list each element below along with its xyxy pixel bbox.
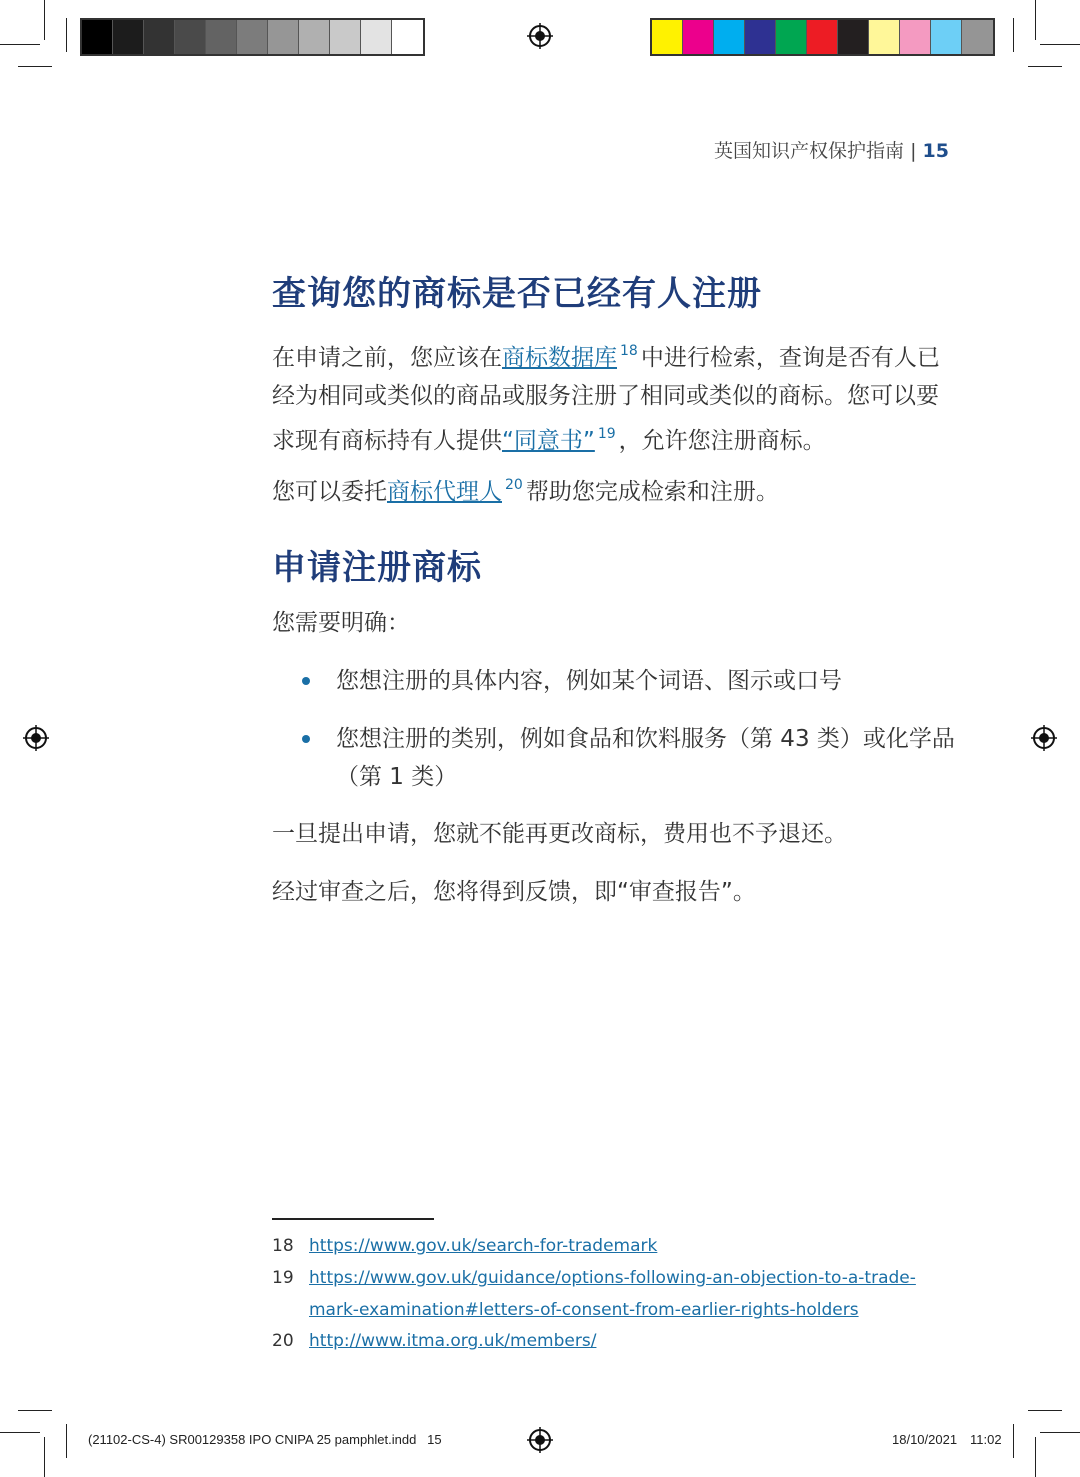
footnote-19-cont <box>272 1300 859 1320</box>
color-swatch <box>113 20 144 54</box>
link-consent-letter[interactable]: “同意书” <box>502 428 595 454</box>
slug-time: 11:02 <box>970 1432 1002 1447</box>
running-head-separator: | <box>910 140 917 162</box>
color-swatch <box>962 20 993 54</box>
color-swatch <box>745 20 776 54</box>
registration-mark-icon <box>1031 725 1057 751</box>
text: 帮助您完成检索和注册。 <box>525 479 779 505</box>
section-heading-apply: 申请注册商标 <box>272 548 482 588</box>
footnote-number: 18 <box>272 1236 294 1256</box>
color-swatch <box>144 20 175 54</box>
paragraph-agent <box>272 466 952 511</box>
bullet-dot <box>302 677 310 685</box>
crop-mark <box>0 44 40 45</box>
color-swatch <box>931 20 962 54</box>
color-swatch <box>237 20 268 54</box>
color-swatch <box>82 20 113 54</box>
slug-file-info: (21102-CS-4) SR00129358 IPO CNIPA 25 pamphlet.indd 15 <box>88 1432 442 1447</box>
footnote-link[interactable]: http://www.itma.org.uk/members/ <box>309 1331 597 1351</box>
crop-mark <box>18 66 52 67</box>
footnote-ref[interactable]: 19 <box>597 426 616 442</box>
running-head-title: 英国知识产权保护指南 <box>714 140 905 162</box>
running-head <box>714 136 949 163</box>
link-trademark-database[interactable]: 商标数据库 <box>502 345 617 371</box>
crop-mark <box>1028 66 1062 67</box>
color-swatch <box>838 20 869 54</box>
grayscale-color-bar <box>80 18 425 56</box>
registration-mark-icon <box>527 1427 553 1453</box>
slug-date: 18/10/2021 <box>892 1432 958 1447</box>
paragraph-search <box>272 332 952 460</box>
footnote-link[interactable]: https://www.gov.uk/search-for-trademark <box>309 1236 658 1256</box>
bullet-dot <box>302 735 310 743</box>
color-swatch <box>652 20 683 54</box>
footnote-rule <box>272 1218 434 1220</box>
section-heading-search: 查询您的商标是否已经有人注册 <box>272 274 762 314</box>
list-item-text: 您想注册的类别，例如食品和饮料服务（第 43 类）或化学品（第 1 类） <box>336 726 955 790</box>
footnote-number: 19 <box>272 1268 294 1288</box>
page-number: 15 <box>922 140 949 162</box>
footnote-link[interactable]: mark-examination#letters-of-consent-from-earlier-rights-holders <box>309 1300 859 1320</box>
footnote-18 <box>272 1236 657 1256</box>
color-swatch <box>299 20 330 54</box>
crop-mark <box>1040 44 1080 45</box>
list-item-text: 您想注册的具体内容，例如某个词语、图示或口号 <box>336 668 842 694</box>
registration-mark-icon <box>527 23 553 49</box>
color-swatch <box>206 20 237 54</box>
crop-mark <box>1035 1437 1036 1477</box>
link-trademark-agent[interactable]: 商标代理人 <box>387 479 502 505</box>
footnote-ref[interactable]: 18 <box>620 343 638 359</box>
footnote-20 <box>272 1331 596 1351</box>
text: ，允许您注册商标。 <box>618 428 826 454</box>
footnote-number: 20 <box>272 1331 294 1351</box>
color-swatch <box>175 20 206 54</box>
crop-mark <box>66 1424 67 1458</box>
process-color-bar <box>650 18 995 56</box>
crop-mark <box>1013 1424 1014 1458</box>
color-swatch <box>714 20 745 54</box>
crop-mark <box>1028 1410 1062 1411</box>
color-swatch <box>900 20 931 54</box>
color-swatch <box>392 20 423 54</box>
color-swatch <box>869 20 900 54</box>
crop-mark <box>44 1437 45 1477</box>
crop-mark <box>1013 18 1014 52</box>
list-item <box>302 720 962 796</box>
color-swatch <box>330 20 361 54</box>
text: 在申请之前，您应该在 <box>272 345 502 371</box>
crop-mark <box>1035 0 1036 40</box>
paragraph-no-change: 一旦提出申请，您就不能再更改商标，费用也不予退还。 <box>272 821 847 847</box>
footnote-ref[interactable]: 20 <box>505 477 523 493</box>
color-swatch <box>268 20 299 54</box>
color-swatch <box>776 20 807 54</box>
text: 您可以委托 <box>272 479 387 505</box>
crop-mark <box>0 1432 40 1433</box>
crop-mark <box>18 1410 52 1411</box>
paragraph-intro: 您需要明确： <box>272 610 410 636</box>
paragraph-exam-report: 经过审查之后，您将得到反馈，即“审查报告”。 <box>272 879 756 905</box>
color-swatch <box>807 20 838 54</box>
color-swatch <box>361 20 392 54</box>
crop-mark <box>1040 1432 1080 1433</box>
footnote-link[interactable]: https://www.gov.uk/guidance/options-following-an-objection-to-a-trade- <box>309 1268 916 1288</box>
list-item <box>302 662 962 700</box>
color-swatch <box>683 20 714 54</box>
registration-mark-icon <box>23 725 49 751</box>
footnote-19 <box>272 1268 916 1288</box>
crop-mark <box>66 18 67 52</box>
text: 中进行检索，查询是否有人已经为相同或类似的商品或服务注册了相同或类似的商标。您可以要求现有商标持有人提供 <box>272 345 940 454</box>
crop-mark <box>44 0 45 40</box>
